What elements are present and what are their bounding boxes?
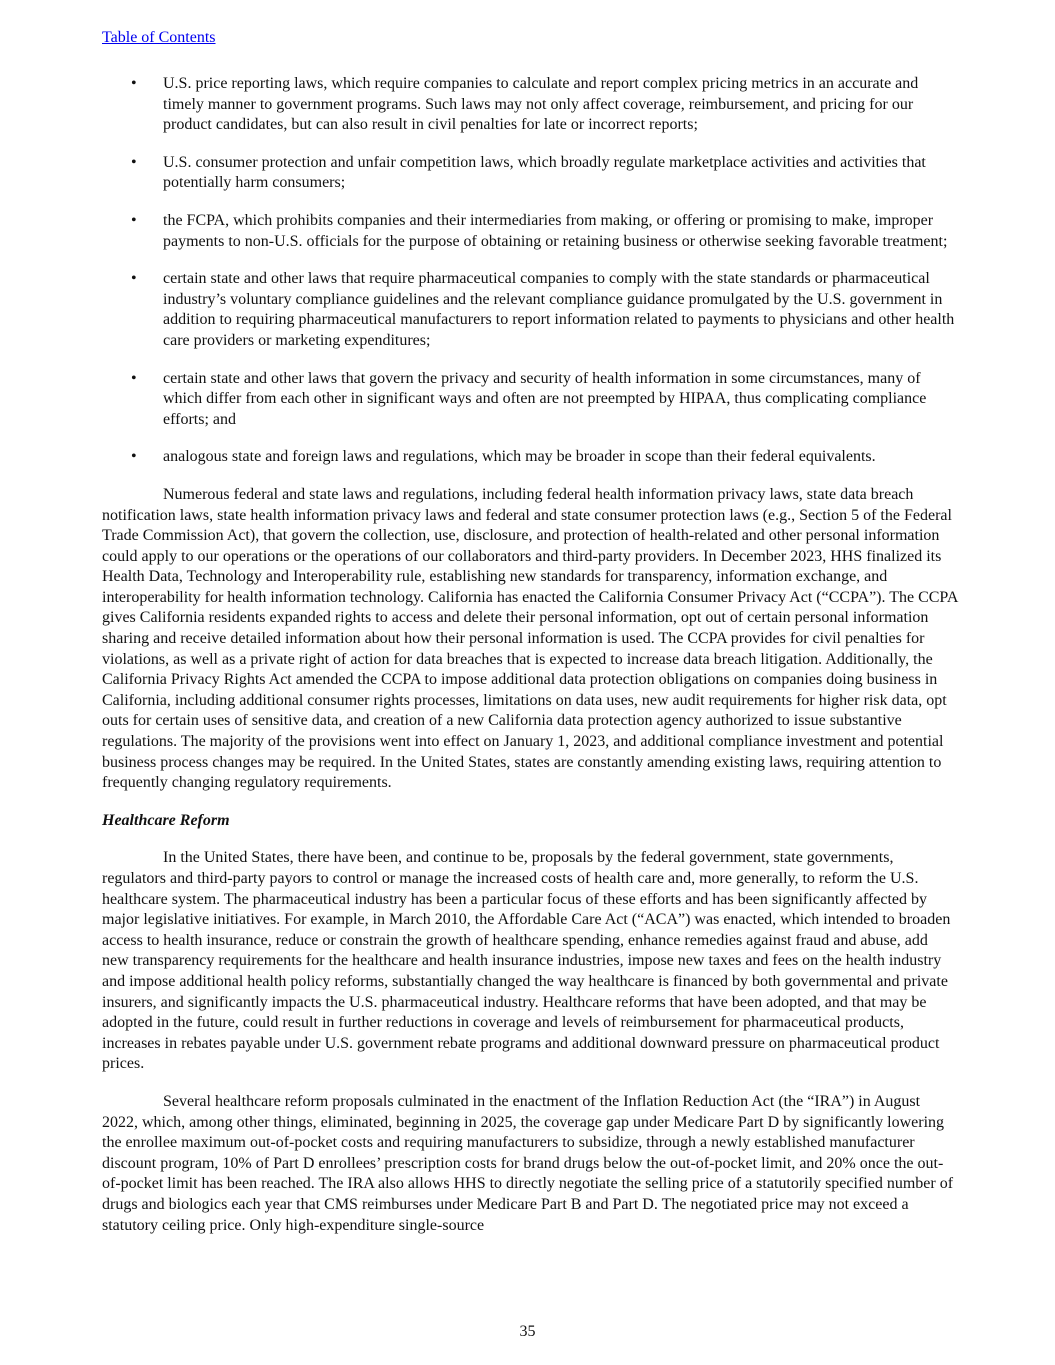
list-item: • U.S. consumer protection and unfair competition laws, which broadly regulate marketplace activities and activities that potentially harm consumers;	[131, 153, 926, 192]
list-item: • certain state and other laws that require pharmaceutical companies to comply with the state standards or pharmaceutical industry’s voluntary compliance guidelines and the relevant compliance guidance promulgated by the U.S. government in addition to requiring pharmaceutical manufacturers to report information related to payments to physicians and other health care providers or marketing expenditures;	[131, 270, 955, 349]
reform-paragraph-2: Several healthcare reform proposals culminated in the enactment of the Inflation Reduction Act (the “IRA”) in August 2022, which, among other things, eliminated, beginning in 2025, the coverage gap under Medicare Part D by significantly lowering the enrollee maximum out-of-pocket costs and requiring manufacturers to subsidize, through a newly established manufacturer discount program, 10% of Part D enrollees’ prescription costs for brand drugs below the out-of-pocket limit, and 20% once the out-of-pocket limit has been reached. The IRA also allows HHS to directly negotiate the selling price of a statutorily specified number of drugs and biologics each year that CMS reimburses under Medicare Part B and Part D. The negotiated price may not exceed a statutory ceiling price. Only high-expenditure single-source	[102, 1092, 954, 1234]
list-item: • certain state and other laws that govern the privacy and security of health information in some circumstances, many of which differ from each other in significant ways and often are not preempted by HIPAA, thus complicating compliance efforts; and	[131, 369, 927, 428]
list-item: • U.S. price reporting laws, which require companies to calculate and report complex pricing metrics in an accurate and timely manner to government programs. Such laws may not only affect coverage, reimbursement, and pricing for our product candidates, but can also result in civil penalties for late or incorrect reports;	[131, 75, 919, 134]
list-item: • analogous state and foreign laws and regulations, which may be broader in scope than their federal equivalents.	[102, 447, 958, 468]
section-heading: Healthcare Reform	[102, 811, 230, 829]
bullet-icon: •	[131, 211, 137, 229]
reform-paragraph-1: In the United States, there have been, and continue to be, proposals by the federal government, state governments, regulators and third-party payors to control or manage the increased costs of health care and, more generally, to reform the U.S. healthcare system. The pharmaceutical industry has been a particular focus of these efforts and has been significantly affected by major legislative initiatives. For example, in March 2010, the Affordable Care Act (“ACA”) was enacted, which intended to broaden access to health insurance, reduce or constrain the growth of healthcare spending, enhance remedies against fraud and abuse, add new transparency requirements for the healthcare and health insurance industries, impose new taxes and fees on the health industry and impose additional health policy reforms, substantially changed the way healthcare is financed by both governmental and private insurers, and significantly impacts the U.S. pharmaceutical industry. Healthcare reforms that have been adopted, and that may be adopted in the future, could result in further reductions in coverage and levels of reimbursement for pharmaceutical products, increases in rebates payable under U.S. government rebate programs and additional downward pressure on pharmaceutical product prices.	[102, 849, 951, 1073]
list-item: • the FCPA, which prohibits companies and their intermediaries from making, or offering or promising to make, improper payments to non-U.S. officials for the purpose of obtaining or retaining business or otherwise seeking favorable treatment;	[131, 211, 948, 250]
privacy-paragraph: Numerous federal and state laws and regulations, including federal health information privacy laws, state data breach notification laws, state health information privacy laws and federal and state consumer protection laws (e.g., Section 5 of the Federal Trade Commission Act), that govern the collection, use, disclosure, and protection of health-related and other personal information could apply to our operations or the operations of our collaborators and third-party providers. In December 2023, HHS finalized its Health Data, Technology and Interoperability rule, establishing new standards for transparency, information exchange, and interoperability for health information technology. California has enacted the California Consumer Privacy Act (“CCPA”). The CCPA gives California residents expanded rights to access and delete their personal information, opt out of certain personal information sharing and receive detailed information about how their personal information is used. The CCPA provides for civil penalties for violations, as well as a private right of action for data breaches that is expected to increase data breach litigation. Additionally, the California Privacy Rights Act amended the CCPA to impose additional data protection obligations on companies doing business in California, including additional consumer rights processes, limitations on data uses, new audit requirements for higher risk data, opt outs for certain uses of sensitive data, and creation of a new California data protection agency authorized to issue substantive regulations. The majority of the provisions went into effect on January 1, 2023, and additional compliance investment and potential business process changes may be required. In the United States, states are constantly amending existing laws, requiring attention to frequently changing regulatory requirements.	[102, 485, 958, 792]
bullet-icon: •	[131, 270, 137, 288]
page-number: 35	[519, 1323, 536, 1340]
bullet-icon: •	[131, 153, 137, 171]
table-of-contents-link[interactable]: Table of Contents	[102, 29, 216, 46]
bullet-icon: •	[131, 448, 137, 466]
bullet-icon: •	[131, 75, 137, 92]
bullet-icon: •	[131, 369, 137, 387]
document-body	[102, 74, 958, 1253]
bullet-list	[102, 74, 958, 468]
